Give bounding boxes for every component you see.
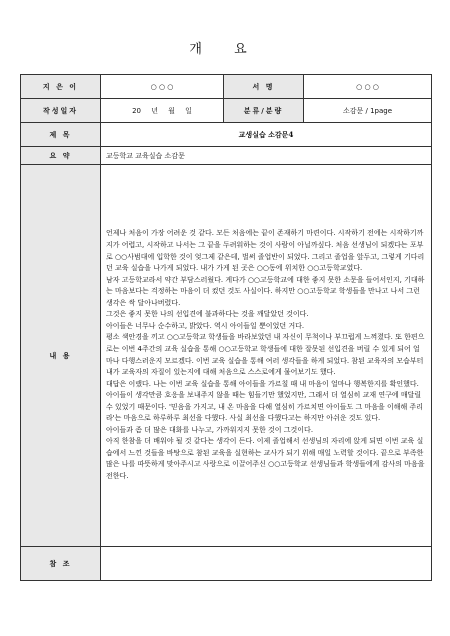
content-paragraph: 평소 색안경을 끼고 ○○고등학교 학생들을 바라보았던 내 자신이 무척이나 부끄럽게 느껴졌다. 또 한편으로는 이번 4주간의 교육 실습을 통해 ○○고등학교 학생들에 대한 잘못된 선입견을 버릴 수 있게 되어 얼마나 다행스러운지 모르겠다. 이번 교육 실습을 통해 여러 생각들을 하게 되었다. 참된 교육자의 모습부터 내가 교육자의 자질이 있는지에 대해 처음으로 스스로에게 물어보기도 했다. — [106, 333, 425, 377]
content-paragraph: 아이들은 너무나 순수하고, 밝았다. 역시 아이들일 뿐이었던 거다. — [106, 321, 305, 330]
chief-value: ○ ○ ○ — [304, 75, 432, 99]
reference-value — [101, 547, 432, 581]
date-row — [21, 99, 432, 123]
content-label: 내 용 — [21, 165, 101, 547]
subject-row — [21, 123, 432, 147]
date-value: 20 년 월 일 — [101, 99, 224, 123]
author-row — [21, 75, 432, 99]
page-title: 개 요 — [189, 42, 261, 57]
category-value: 소감문 / 1page — [304, 99, 432, 123]
date-label: 작성일자 — [21, 99, 101, 123]
content-paragraph: 언제나 처음이 가장 어려운 것 같다. 모든 처음에는 끝이 존재하기 마련이다. 시작하기 전에는 시작하기까지가 어렵고, 시작하고 나서는 그 끝을 두려워하는 것이 사람이 아닐까싶다. 처음 선생님이 되겠다는 포부로 ○○사범대에 입학한 것이 엊그제 같은데, 벌써 졸업반이 되었다. 그리고 졸업을 앞두고, 그렇게 기다리던 교육 실습을 나가게 되었다. 내가 가게 된 곳은 ○○동에 위치한 ○○고등학교였다. — [106, 229, 425, 273]
subject-value: 교생실습 소감문4 — [101, 123, 432, 147]
summary-form-table — [20, 74, 432, 581]
author-label: 지 은 이 — [21, 75, 101, 99]
summary-value: 교등학교 교육실습 소감문 — [101, 147, 432, 165]
content-paragraph: 아직 한참을 더 배워야 될 것 같다는 생각이 든다. 이제 졸업해서 선생님의 자리에 앉게 되면 이번 교육 실습에서 느낀 것들을 바탕으로 참된 교육을 실현하는 교사가 되기 위해 매일 노력할 것이다. 끝으로 부족한 많은 나를 따뜻하게 맞아주시고 사랑으로 이끌어주신 ○○고등학교 선생님들과 학생들에게 감사의 마음을 전한다. — [106, 437, 425, 480]
subject-label: 제 목 — [21, 123, 101, 147]
content-row — [21, 165, 432, 547]
summary-row — [21, 147, 432, 165]
reference-label: 참 조 — [21, 547, 101, 581]
author-value: ○ ○ ○ — [101, 75, 224, 99]
content-body — [101, 165, 432, 547]
content-paragraph: 대답은 이랬다. 나는 이번 교육 실습을 통해 아이들을 가르칠 때 내 마음이 얼마나 행복한지를 확인했다. 아이들이 생각만큼 호응을 보내주지 않을 때는 힘들기만 했었지만, 그래서 더 열심히 교재 연구에 매달릴 수 있었기 때문이다. '믿음을 가지고, 내 온 마음을 다해 열심히 가르치면 아이들도 그 마음을 이해해 주리라'는 마음으로 하루하루 최선을 다했다. 사실 최선을 다했다고는 하지만 아쉬운 것도 있다. — [106, 379, 423, 423]
chief-label: 서 명 — [224, 75, 304, 99]
content-paragraph: 남자 고등학교라서 약간 부담스러웠다. 게다가 ○○고등학교에 대한 좋지 못한 소문을 들어서인지, 기대하는 마음보다는 걱정하는 마음이 더 컸던 것도 사실이다. 하지만 ○○고등학교 학생들을 만나고 나서 그런 생각은 싹 달아나버렸다. — [106, 275, 425, 307]
content-paragraph: 그것은 좋지 못한 나의 선입견에 불과하다는 것을 깨달았던 것이다. — [106, 310, 309, 319]
reference-row — [21, 547, 432, 581]
summary-label: 요 약 — [21, 147, 101, 165]
content-paragraph: 아이들과 좀 더 많은 대화를 나누고, 가까워지지 못한 것이 그것이다. — [106, 425, 314, 434]
category-label: 분류/분량 — [224, 99, 304, 123]
